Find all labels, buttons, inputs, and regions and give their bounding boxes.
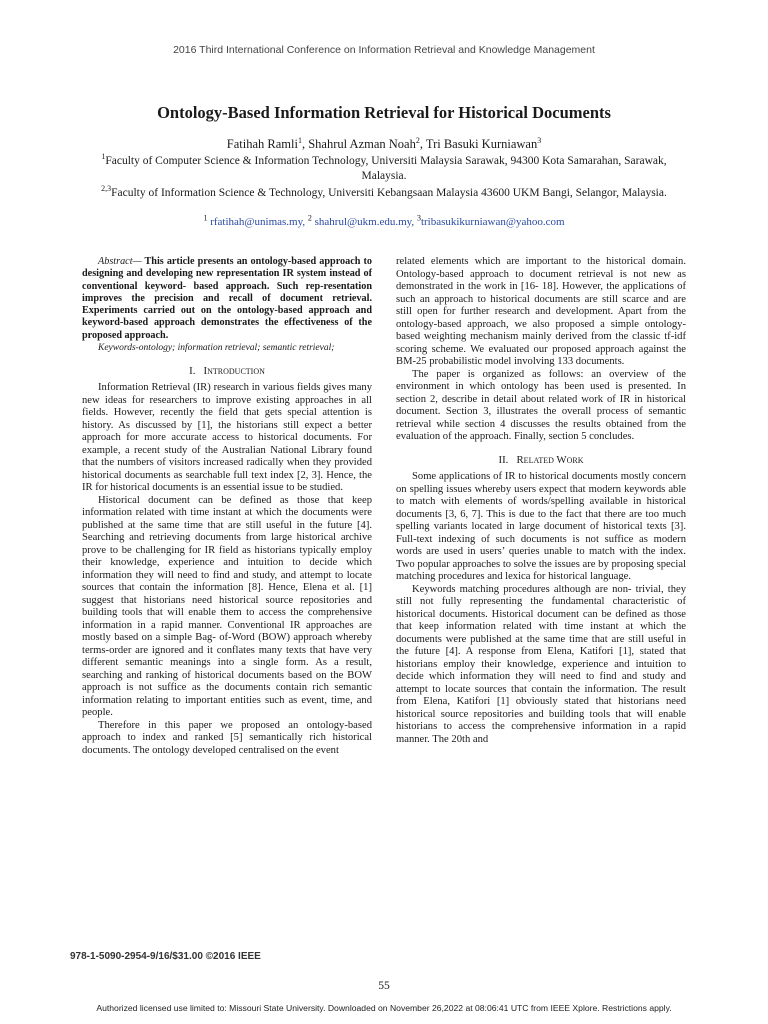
author-sep: , xyxy=(301,137,309,151)
right-column xyxy=(396,256,686,746)
paragraph: Historical document can be defined as those that keep information related with time instant at which the documents were published at the same time that are still useful in the future [4]. Searching and retrieving documents from large historical archive prove to be challenging for IR field as historians typically employ their knowledge, experience and intuition to decide which information they will need to find and study, and attempt to locate sources that contain the information [8]. Hence, Elena et al. [1] suggest that historians need historical source repositories and building tools that will enable them to access the comprehensive information in a rapid manner. Conventional IR approaches are mostly based on a simple Bag- of-Word (BOW) approach whereby terms-order are ignored and it conflates many texts that have very different semantic meanings into a single form. As a result, searching and ranking of historical documents based on the BOW approach is not suffice as the documents contain rich semantic information relating to important entities such as event, time, and people. xyxy=(82,494,372,719)
author-name: Tri Basuki Kurniawan xyxy=(425,137,538,151)
conference-header: 2016 Third International Conference on Information Retrieval and Knowledge Management xyxy=(173,44,595,56)
paragraph: The paper is organized as follows: an overview of the environment in which ontology has been used is presented. In section 2, describe in detail about related work of IR in historical document. Section 3, illustrates the overall process of semantic retrieval while section 4 discusses the results obtained from the evaluation of the approach. Finally, section 5 concludes. xyxy=(396,368,686,442)
email-list xyxy=(0,213,768,228)
section-title: Introduction xyxy=(203,364,265,377)
paragraph: Some applications of IR to historical documents mostly concern on spelling issues whereby users expect that modern keywords able to match with elements of words/spelling available in historical documents [3, 6, 7]. This is due to the fact that there are too much spelling variants located in large document of historical texts [3]. Full-text indexing of such documents is not suffice as modern words are used in users’ queries unable to match with the index. Two popular approaches to solve the issues are by proposing special matching procedures and lexica for historical language. xyxy=(396,471,686,582)
affiliation-sup: 2,3 xyxy=(101,184,112,194)
author-sup: 2 xyxy=(415,135,420,145)
section-title: Related Work xyxy=(516,453,584,466)
author-sep: , xyxy=(419,137,426,151)
abstract-text: This article presents an ontology-based approach to designing and developing new representation IR system instead of conventional keyword- based approach. Such rep-resentation improves the precision and recall of document retrieval. Experiments carried out on the ontology-based approach and keyword-based approach demonstrates the effectiveness of the proposed approach. xyxy=(82,256,372,341)
author-name: Fatihah Ramli xyxy=(226,137,298,151)
email-sup: 1 xyxy=(203,213,208,223)
paragraph: Therefore in this paper we proposed an ontology-based approach to index and ranked [5] semantically rich historical documents. The ontology developed centralised on the event xyxy=(82,719,372,756)
section-number: II. xyxy=(498,453,509,466)
affiliation-1 xyxy=(84,154,684,184)
author-name: Shahrul Azman Noah xyxy=(308,137,416,151)
section-heading-introduction xyxy=(82,365,372,378)
author-list xyxy=(0,137,768,152)
left-column xyxy=(82,256,372,757)
section-number: I. xyxy=(189,364,196,377)
email-link[interactable]: tribasukikurniawan@yahoo.com xyxy=(420,216,565,228)
affiliation-text: Faculty of Information Science & Technology, Universiti Kebangsaan Malaysia 43600 UKM Bangi, Selangor, Malaysia. xyxy=(111,187,667,199)
section-heading-related-work xyxy=(396,454,686,467)
email-sup: 3 xyxy=(416,213,421,223)
paragraph: Information Retrieval (IR) research in various fields gives many new ideas for researchers to improve existing approaches in all fields. However, recently the field that gets special attention is history. As discussed by [1], the historians still expect a better approach for more accurate access to historical documents. For example, a recent study of the Australian National Library found that the numbers of visitors increased radically when they provided historical documents as searchable full text index [2, 3]. Hence, the IR for historical documents is an essential issue to be studied. xyxy=(82,382,372,494)
isbn-copyright: 978-1-5090-2954-9/16/$31.00 ©2016 IEEE xyxy=(70,951,261,962)
page-number: 55 xyxy=(378,980,390,992)
license-notice: Authorized licensed use limited to: Missouri State University. Downloaded on November 26,2022 at 08:06:41 UTC from IEEE Xplore. Restrictions apply. xyxy=(96,1003,672,1013)
paragraph: related elements which are important to the historical domain. Ontology-based approach to document retrieval is not new as demonstrated in the work in [16- 18]. However, the applications of such an approach to historical documents are still scarce and are still open for further research and development. Apart from the ontology-based approach, we also proposed a simple ontology- based weighting mechanism mainly derived from the classic tf-idf scoring scheme. We evaluated our proposed approach against the BM-25 probabilistic model involving 133 documents. xyxy=(396,256,686,367)
affiliation-text: Faculty of Computer Science & Information Technology, Universiti Malaysia Sarawak, 94300 Kota Samarahan, Sarawak, Malaysia. xyxy=(105,155,667,182)
email-sup: 2 xyxy=(307,213,312,223)
abstract-label: Abstract— xyxy=(98,256,142,267)
author-sup: 1 xyxy=(297,135,302,145)
email-link[interactable]: shahrul@ukm.edu.my, xyxy=(314,216,417,228)
author-sup: 3 xyxy=(537,135,542,145)
affiliation-sup: 1 xyxy=(101,152,106,162)
email-link[interactable]: rfatihah@unimas.my, xyxy=(210,216,308,228)
keywords: Keywords-ontology; information retrieval; semantic retrieval; xyxy=(98,343,335,354)
paragraph: Keywords matching procedures although are non- trivial, they still not fully representing the fundamental characteristic of historical documents. Historical document can be defined as those that keep information related with time instant at which the documents were published at the same time that are still useful in the future [4]. A response from Elena, Katifori [1], stated that historians employ their knowledge, experience and intuition to decide which information they will need to find and study and attempt to locate sources that contain the information. The result from Elena, Katifori [1] obviously stated that historians need historical source repositories and building tools that will enable historians to access the comprehensive information in a rapid manner. The 20th and xyxy=(396,583,686,745)
affiliation-2 xyxy=(84,186,684,201)
abstract xyxy=(82,256,372,342)
paper-title: Ontology-Based Information Retrieval for Historical Documents xyxy=(157,103,611,122)
